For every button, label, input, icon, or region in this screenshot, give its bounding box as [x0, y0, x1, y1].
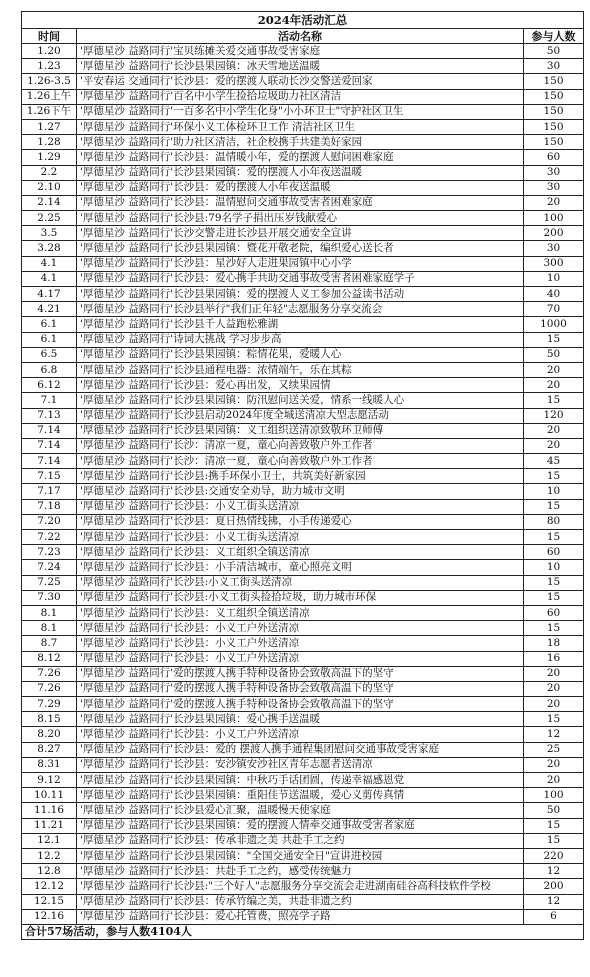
row-activity-name: '厚德星沙 益路同行'长沙县：夏日热情线拂，小手传递爱心	[77, 514, 524, 529]
table-row	[22, 575, 584, 590]
table-row	[22, 560, 584, 575]
table-row	[22, 697, 584, 712]
row-participant-count: 15	[524, 621, 584, 636]
row-time: 4.21	[22, 302, 77, 317]
row-participant-count: 12	[524, 894, 584, 909]
activity-table	[21, 11, 584, 940]
row-activity-name: '厚德星沙 益路同行'长沙县果园镇："全国交通安全日"宣讲进校园	[77, 848, 524, 863]
table-row	[22, 894, 584, 909]
row-activity-name: '厚德星沙 益路同行'长沙县果园镇：中秋巧手话团圆，传递幸福感恩党	[77, 773, 524, 788]
table-row	[22, 104, 584, 119]
table-row	[22, 362, 584, 377]
row-activity-name: '厚德星沙 益路同行'长沙县:小义工街头捡拾垃圾，助力城市环保	[77, 590, 524, 605]
table-row	[22, 484, 584, 499]
table-row	[22, 226, 584, 241]
row-participant-count: 20	[524, 195, 584, 210]
table-row	[22, 119, 584, 134]
row-time: 7.30	[22, 590, 77, 605]
row-participant-count: 120	[524, 408, 584, 423]
row-participant-count: 150	[524, 89, 584, 104]
row-time: 1.23	[22, 59, 77, 74]
row-participant-count: 150	[524, 74, 584, 89]
row-participant-count: 20	[524, 378, 584, 393]
row-participant-count: 12	[524, 727, 584, 742]
row-time: 2.10	[22, 180, 77, 195]
row-activity-name: '厚德星沙 益路同行'长沙县：传承竹编之美，共赴非遗之约	[77, 894, 524, 909]
table-row	[22, 848, 584, 863]
row-participant-count: 15	[524, 818, 584, 833]
row-time: 12.15	[22, 894, 77, 909]
table-row	[22, 423, 584, 438]
row-time: 1.20	[22, 44, 77, 59]
row-time: 3.28	[22, 241, 77, 256]
row-time: 6.8	[22, 362, 77, 377]
row-time: 1.27	[22, 119, 77, 134]
row-activity-name: '厚德星沙 益路同行'长沙县果园镇：防汛慰问送关爱，情系一线暖人心	[77, 393, 524, 408]
row-time: 8.20	[22, 727, 77, 742]
row-participant-count: 6	[524, 909, 584, 924]
row-time: 4.1	[22, 271, 77, 286]
table-row	[22, 742, 584, 757]
row-participant-count: 20	[524, 362, 584, 377]
row-activity-name: '厚德星沙 益路同行'长沙县千人益跑松雅湖	[77, 317, 524, 332]
row-time: 7.13	[22, 408, 77, 423]
row-participant-count: 20	[524, 423, 584, 438]
row-time: 7.20	[22, 514, 77, 529]
row-activity-name: '厚德星沙 益路同行'长沙县果园镇：爱的摆渡人小年夜送温暖	[77, 165, 524, 180]
row-activity-name: '厚德星沙 益路同行'长沙县：义工组织全镇送清凉	[77, 605, 524, 620]
row-participant-count: 100	[524, 788, 584, 803]
row-activity-name: '厚德星沙 益路同行'诗词大挑战 学习步步高	[77, 332, 524, 347]
table-row	[22, 438, 584, 453]
row-activity-name: '厚德星沙 益路同行'爱的摆渡人携手特种设备协会致敬高温下的坚守	[77, 681, 524, 696]
row-time: 7.1	[22, 393, 77, 408]
row-time: 1.26上午	[22, 89, 77, 104]
row-participant-count: 20	[524, 666, 584, 681]
table-row	[22, 287, 584, 302]
row-time: 11.16	[22, 803, 77, 818]
table-row	[22, 621, 584, 636]
row-participant-count: 15	[524, 393, 584, 408]
row-activity-name: '厚德星沙 益路同行'长沙县：安沙镇安沙社区青年志愿者送清凉	[77, 757, 524, 772]
header-participant-count: 参与人数	[524, 29, 584, 44]
table-row	[22, 636, 584, 651]
table-row	[22, 332, 584, 347]
row-activity-name: '平安春运 交通同行'长沙县：爱的摆渡人联动长沙交警送爱回家	[77, 74, 524, 89]
row-activity-name: '厚德星沙 益路同行'长沙县：爱心托管费，照亮学子路	[77, 909, 524, 924]
table-row	[22, 499, 584, 514]
header-time: 时间	[22, 29, 77, 44]
table-row	[22, 44, 584, 59]
row-participant-count: 50	[524, 803, 584, 818]
row-participant-count: 25	[524, 742, 584, 757]
row-participant-count: 220	[524, 848, 584, 863]
table-header-row	[22, 29, 584, 44]
row-activity-name: '厚德星沙 益路同行'长沙：清凉一夏，童心向善致敬户外工作者	[77, 438, 524, 453]
table-row	[22, 788, 584, 803]
row-time: 8.1	[22, 621, 77, 636]
row-activity-name: '厚德星沙 益路同行'长沙县：义工组织全镇送清凉	[77, 545, 524, 560]
row-participant-count: 20	[524, 438, 584, 453]
row-participant-count: 18	[524, 636, 584, 651]
table-row	[22, 514, 584, 529]
row-time: 12.1	[22, 833, 77, 848]
row-activity-name: '厚德星沙 益路同行'长沙县果园镇：爱的摆渡人义工参加公益读书活动	[77, 287, 524, 302]
row-participant-count: 60	[524, 545, 584, 560]
table-row	[22, 818, 584, 833]
row-participant-count: 20	[524, 681, 584, 696]
row-time: 1.26-3.5	[22, 74, 77, 89]
row-time: 2.25	[22, 211, 77, 226]
row-time: 8.7	[22, 636, 77, 651]
row-time: 7.25	[22, 575, 77, 590]
table-row	[22, 773, 584, 788]
row-activity-name: '厚德星沙 益路同行'爱的摆渡人携手特种设备协会致敬高温下的坚守	[77, 697, 524, 712]
row-time: 4.1	[22, 256, 77, 271]
table-row	[22, 59, 584, 74]
table-row	[22, 666, 584, 681]
row-participant-count: 60	[524, 605, 584, 620]
row-participant-count: 60	[524, 150, 584, 165]
row-participant-count: 1000	[524, 317, 584, 332]
table-row	[22, 195, 584, 210]
row-time: 7.14	[22, 438, 77, 453]
row-participant-count: 30	[524, 165, 584, 180]
row-time: 7.18	[22, 499, 77, 514]
row-time: 8.12	[22, 651, 77, 666]
table-row	[22, 757, 584, 772]
table-footer-row	[22, 924, 584, 939]
row-activity-name: '厚德星沙 益路同行'百名中小学生捡拾垃圾助力社区清洁	[77, 89, 524, 104]
row-time: 6.1	[22, 332, 77, 347]
row-participant-count: 300	[524, 256, 584, 271]
row-participant-count: 15	[524, 712, 584, 727]
row-time: 8.31	[22, 757, 77, 772]
row-time: 10.11	[22, 788, 77, 803]
row-activity-name: '厚德星沙 益路同行'长沙县:小义工街头送清凉	[77, 575, 524, 590]
row-participant-count: 12	[524, 864, 584, 879]
row-time: 7.17	[22, 484, 77, 499]
row-participant-count: 15	[524, 590, 584, 605]
row-participant-count: 40	[524, 287, 584, 302]
table-row	[22, 803, 584, 818]
table-row	[22, 909, 584, 924]
row-activity-name: '厚德星沙 益路同行'长沙县果园镇：粽情花果，爱暖人心	[77, 347, 524, 362]
table-row	[22, 378, 584, 393]
row-activity-name: '厚德星沙 益路同行'长沙县爱心汇聚，温暖慢天使家庭	[77, 803, 524, 818]
row-time: 8.15	[22, 712, 77, 727]
row-activity-name: '厚德星沙 益路同行'长沙县果园镇：爱心携手送温暖	[77, 712, 524, 727]
row-participant-count: 30	[524, 180, 584, 195]
row-time: 8.27	[22, 742, 77, 757]
row-activity-name: '厚德星沙 益路同行'长沙县:79名学子捐出压岁钱献爱心	[77, 211, 524, 226]
row-activity-name: '厚德星沙 益路同行'长沙县:携手环保小卫士，共筑美好新家园	[77, 469, 524, 484]
row-time: 6.12	[22, 378, 77, 393]
row-time: 11.21	[22, 818, 77, 833]
row-time: 7.29	[22, 697, 77, 712]
table-row	[22, 727, 584, 742]
table-row	[22, 833, 584, 848]
row-activity-name: '厚德星沙 益路同行'爱的摆渡人携手特种设备协会致敬高温下的坚守	[77, 666, 524, 681]
row-time: 7.23	[22, 545, 77, 560]
row-participant-count: 15	[524, 575, 584, 590]
row-activity-name: '厚德星沙 益路同行'长沙县：小义工街头送清凉	[77, 530, 524, 545]
row-participant-count: 50	[524, 347, 584, 362]
table-row	[22, 180, 584, 195]
row-participant-count: 45	[524, 454, 584, 469]
row-activity-name: '厚德星沙 益路同行'长沙县通程电器：浓情端午，乐在其粽	[77, 362, 524, 377]
header-activity-name: 活动名称	[77, 29, 524, 44]
row-activity-name: '厚德星沙 益路同行'一百多名中小学生化身"小小环卫士"守护社区卫生	[77, 104, 524, 119]
row-time: 4.17	[22, 287, 77, 302]
row-activity-name: '厚德星沙 益路同行'长沙：清凉一夏，童心向善致敬户外工作者	[77, 454, 524, 469]
table-row	[22, 530, 584, 545]
row-participant-count: 50	[524, 44, 584, 59]
row-participant-count: 10	[524, 484, 584, 499]
table-title: 2024年活动汇总	[22, 12, 584, 29]
table-row	[22, 651, 584, 666]
row-activity-name: '厚德星沙 益路同行'长沙交警走进长沙县开展交通安全宣讲	[77, 226, 524, 241]
row-participant-count: 15	[524, 499, 584, 514]
row-activity-name: '厚德星沙 益路同行'长沙县果园镇：爱的摆渡人情牵交通事故受害者家庭	[77, 818, 524, 833]
row-time: 12.8	[22, 864, 77, 879]
table-row	[22, 74, 584, 89]
row-time: 7.15	[22, 469, 77, 484]
row-participant-count: 70	[524, 302, 584, 317]
row-participant-count: 200	[524, 226, 584, 241]
row-participant-count: 10	[524, 560, 584, 575]
table-row	[22, 150, 584, 165]
table-row	[22, 545, 584, 560]
row-activity-name: '厚德星沙 益路同行'长沙县启动2024年度全城送清凉大型志愿活动	[77, 408, 524, 423]
table-row	[22, 864, 584, 879]
row-participant-count: 30	[524, 59, 584, 74]
row-participant-count: 10	[524, 271, 584, 286]
table-row	[22, 469, 584, 484]
row-participant-count: 20	[524, 697, 584, 712]
row-time: 6.1	[22, 317, 77, 332]
row-activity-name: '厚德星沙 益路同行'长沙县：爱的摆渡人小年夜送温暖	[77, 180, 524, 195]
activity-summary-sheet	[21, 11, 583, 940]
table-row	[22, 393, 584, 408]
row-activity-name: '厚德星沙 益路同行'长沙县：共赴手工之约，感受传统魅力	[77, 864, 524, 879]
row-activity-name: '厚德星沙 益路同行'长沙县果园镇：义工组织送清凉致敬环卫师傅	[77, 423, 524, 438]
table-row	[22, 135, 584, 150]
row-participant-count: 16	[524, 651, 584, 666]
table-row	[22, 256, 584, 271]
row-participant-count: 15	[524, 530, 584, 545]
row-participant-count: 80	[524, 514, 584, 529]
table-row	[22, 454, 584, 469]
row-activity-name: '厚德星沙 益路同行'长沙县：爱的 摆渡人携手通程集团慰问交通事故受害家庭	[77, 742, 524, 757]
row-participant-count: 200	[524, 879, 584, 894]
table-row	[22, 211, 584, 226]
row-activity-name: '厚德星沙 益路同行'环保小义工体检环卫工作 清洁社区卫生	[77, 119, 524, 134]
row-participant-count: 20	[524, 773, 584, 788]
row-time: 12.2	[22, 848, 77, 863]
table-row	[22, 271, 584, 286]
table-row	[22, 605, 584, 620]
row-participant-count: 100	[524, 211, 584, 226]
row-activity-name: '厚德星沙 益路同行'长沙县：爱心再出发，又续果园情	[77, 378, 524, 393]
row-activity-name: '厚德星沙 益路同行'长沙县：小义工户外送清凉	[77, 621, 524, 636]
row-activity-name: '厚德星沙 益路同行'长沙县：小义工户外送清凉	[77, 636, 524, 651]
row-time: 8.1	[22, 605, 77, 620]
row-activity-name: '厚德星沙 益路同行'长沙县：小手清洁城市，童心照亮文明	[77, 560, 524, 575]
row-activity-name: '厚德星沙 益路同行'长沙县：小义工户外送清凉	[77, 727, 524, 742]
row-time: 2.14	[22, 195, 77, 210]
table-row	[22, 879, 584, 894]
row-activity-name: '厚德星沙 益路同行'长沙县举行"我们正年轻"志愿服务分享交流会	[77, 302, 524, 317]
row-time: 1.28	[22, 135, 77, 150]
row-time: 7.26	[22, 666, 77, 681]
table-row	[22, 89, 584, 104]
row-activity-name: '厚德星沙 益路同行'长沙县果园镇：暨花开敬老院，编织爱心送长者	[77, 241, 524, 256]
table-row	[22, 712, 584, 727]
row-time: 12.12	[22, 879, 77, 894]
row-time: 7.26	[22, 681, 77, 696]
table-row	[22, 165, 584, 180]
row-activity-name: '厚德星沙 益路同行'长沙县：温情慰问交通事故受害者困难家庭	[77, 195, 524, 210]
row-participant-count: 20	[524, 757, 584, 772]
table-row	[22, 408, 584, 423]
row-time: 7.14	[22, 454, 77, 469]
row-activity-name: '厚德星沙 益路同行'宝贝练摊关爱交通事故受害家庭	[77, 44, 524, 59]
table-row	[22, 302, 584, 317]
row-time: 12.16	[22, 909, 77, 924]
row-participant-count: 150	[524, 135, 584, 150]
row-participant-count: 30	[524, 241, 584, 256]
row-time: 2.2	[22, 165, 77, 180]
row-activity-name: '厚德星沙 益路同行'长沙县：爱心携手共助交通事故受害者困难家庭学子	[77, 271, 524, 286]
row-time: 6.5	[22, 347, 77, 362]
row-activity-name: '厚德星沙 益路同行'长沙县：温情暖小年，爱的摆渡人慰问困难家庭	[77, 150, 524, 165]
row-activity-name: '厚德星沙 益路同行'长沙县果园镇：重阳佳节送温暖，爱心义剪传真情	[77, 788, 524, 803]
table-total: 合计57场活动，参与人数4104人	[22, 924, 584, 939]
row-activity-name: '厚德星沙 益路同行'长沙县:交通安全劝导，助力城市文明	[77, 484, 524, 499]
row-activity-name: '厚德星沙 益路同行'长沙县:"三个好人"志愿服务分享交流会走进湖南硅谷高科技软件学校	[77, 879, 524, 894]
row-time: 3.5	[22, 226, 77, 241]
row-activity-name: '厚德星沙 益路同行'长沙县：传承非遗之美 共赴手工之约	[77, 833, 524, 848]
row-participant-count: 150	[524, 119, 584, 134]
row-participant-count: 15	[524, 332, 584, 347]
table-title-row	[22, 12, 584, 29]
row-time: 1.26下午	[22, 104, 77, 119]
row-activity-name: '厚德星沙 益路同行'长沙县果园镇：冰天雪地送温暖	[77, 59, 524, 74]
row-participant-count: 15	[524, 833, 584, 848]
row-time: 7.14	[22, 423, 77, 438]
table-row	[22, 347, 584, 362]
row-time: 7.22	[22, 530, 77, 545]
row-time: 1.29	[22, 150, 77, 165]
row-activity-name: '厚德星沙 益路同行'长沙县：小义工街头送清凉	[77, 499, 524, 514]
row-time: 9.12	[22, 773, 77, 788]
row-participant-count: 150	[524, 104, 584, 119]
row-activity-name: '厚德星沙 益路同行'长沙县：星沙好人走进果园镇中心小学	[77, 256, 524, 271]
table-row	[22, 241, 584, 256]
row-time: 7.24	[22, 560, 77, 575]
row-activity-name: '厚德星沙 益路同行'长沙县：小义工户外送清凉	[77, 651, 524, 666]
table-row	[22, 317, 584, 332]
table-row	[22, 681, 584, 696]
table-row	[22, 590, 584, 605]
row-participant-count: 15	[524, 469, 584, 484]
row-activity-name: '厚德星沙 益路同行'助力社区清洁，社企校携手共建美好家园	[77, 135, 524, 150]
